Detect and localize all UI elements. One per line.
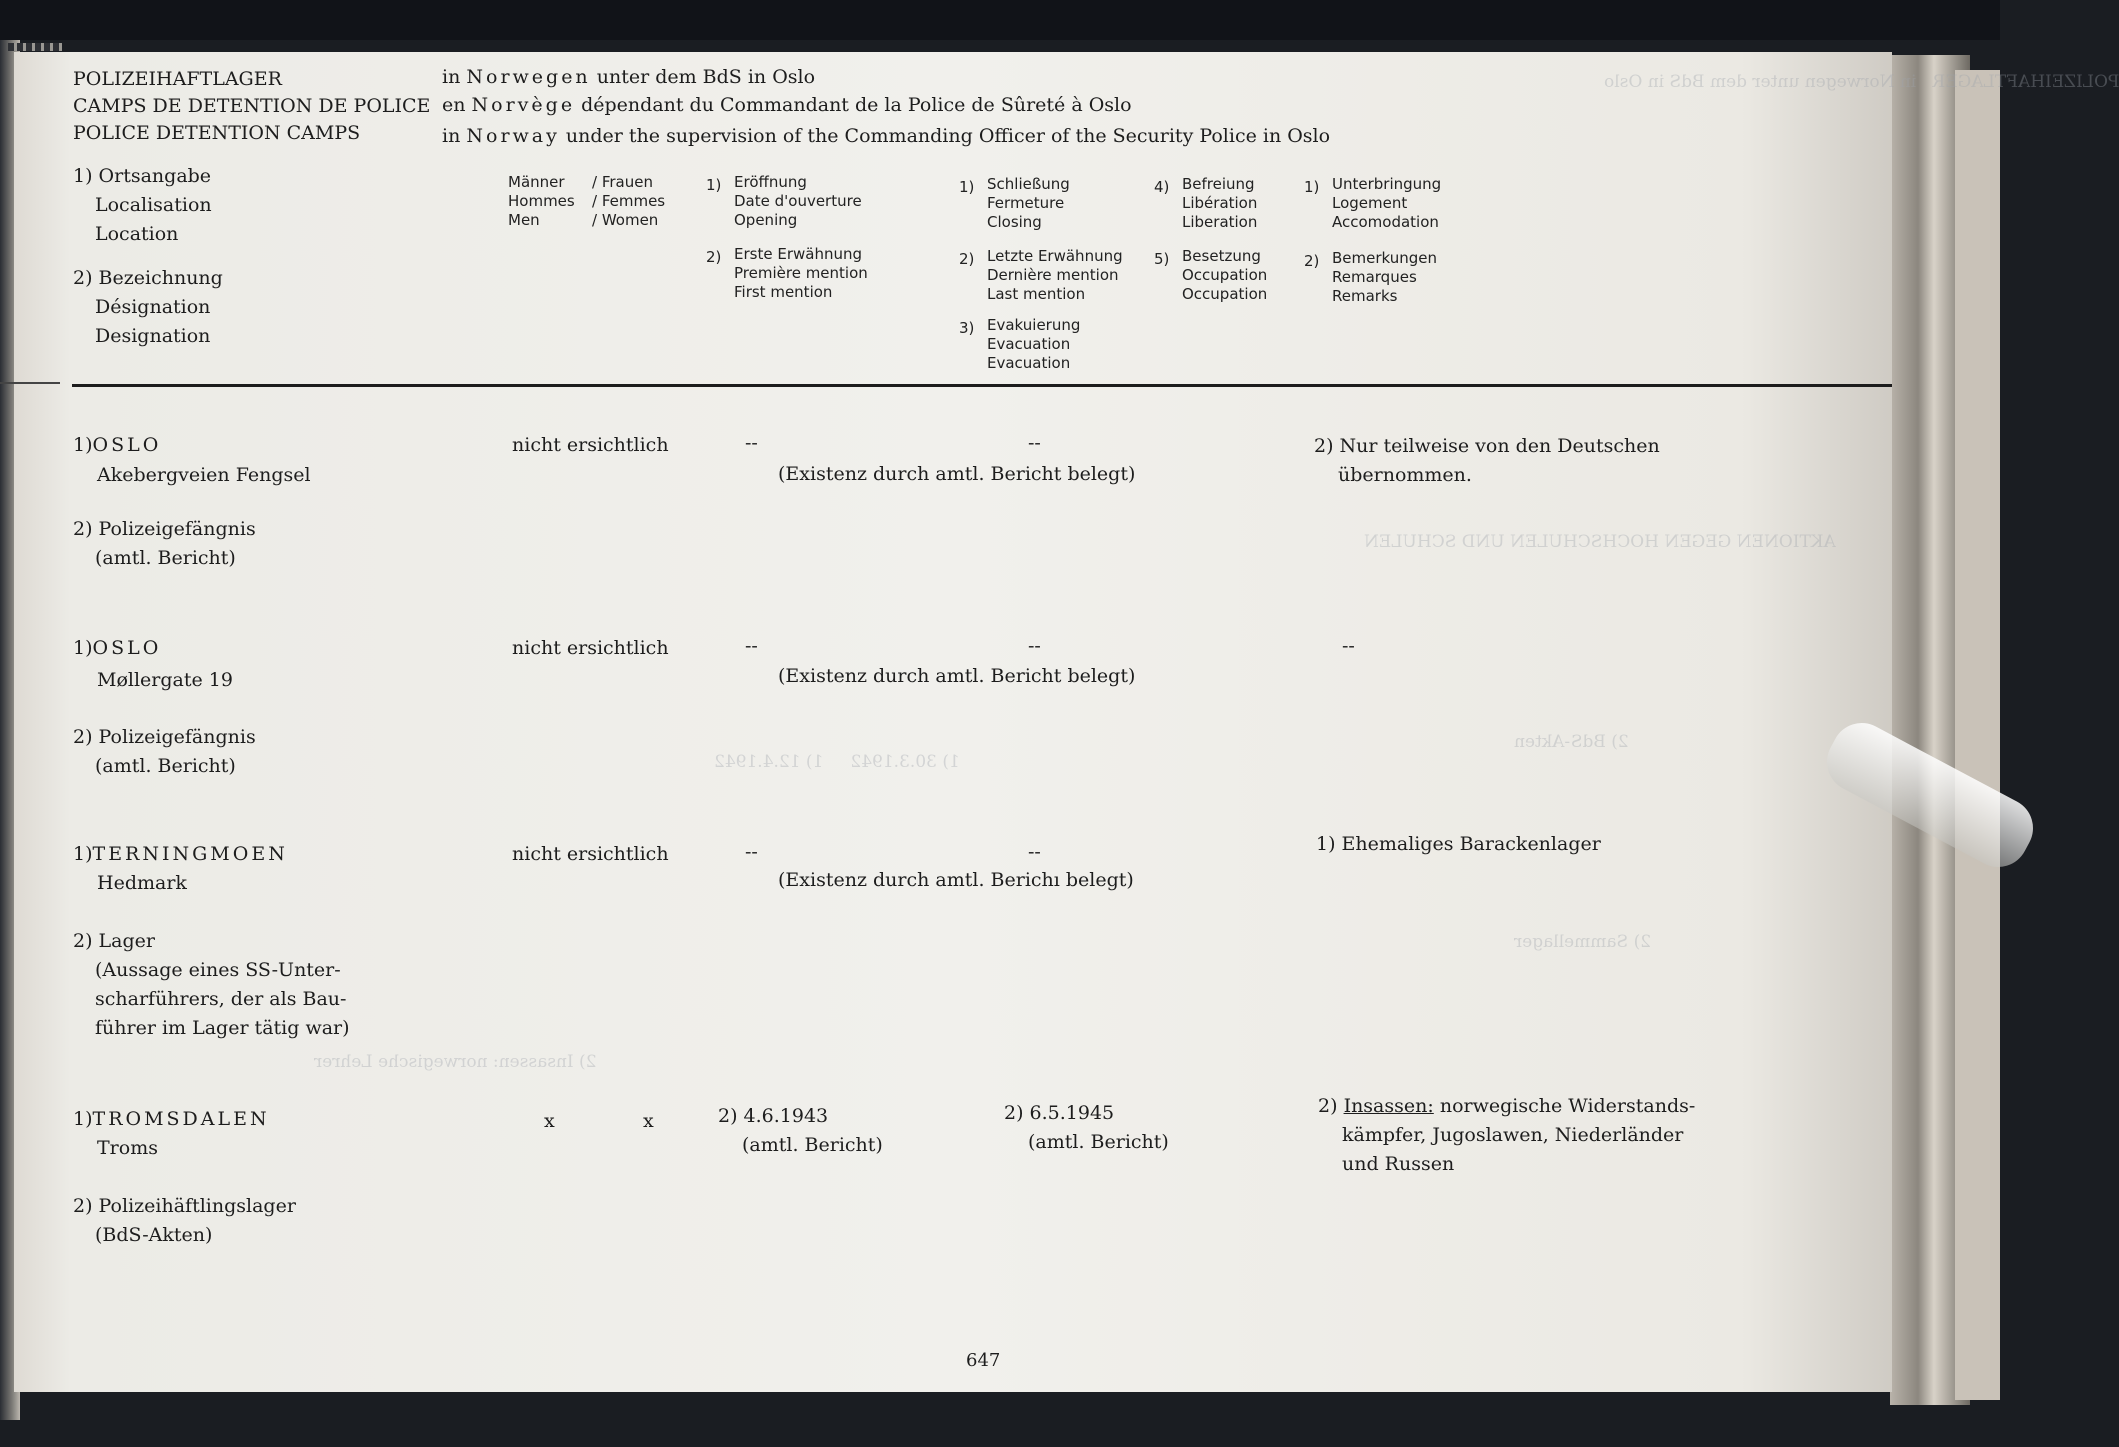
entry-1-numbers: nicht ersichtlich (512, 434, 669, 456)
legend-opening-num: 1) (706, 176, 722, 194)
entry-1-opening: -- (745, 432, 758, 454)
legend-occupation: Besetzung Occupation Occupation (1182, 247, 1268, 303)
show-through-text: 1) 30.3.1942 1) 12.4.1942 (714, 752, 960, 772)
entry-3-type: 2) Lager (Aussage eines SS-Unter- scharführers, der als Bau- führer im Lager tätig war) (73, 930, 350, 1039)
show-through-text: AKTIONEN GEGEN HOCHSCHULEN UND SCHULEN (1364, 532, 1836, 552)
entry-2-remarks-dash: -- (1342, 635, 1355, 657)
entry-4-men: x (544, 1110, 555, 1132)
legend-evacuation-num: 3) (959, 319, 975, 337)
legend-remarks: Bemerkungen Remarques Remarks (1332, 249, 1438, 305)
show-through-text: 2) Insassen: norwegische Lehrer (314, 1052, 597, 1072)
entry-1-closing: -- (1028, 432, 1041, 454)
margin-mark (0, 382, 60, 384)
header-subtitle-french: en Norvège dépendant du Commandant de la Police de Sûreté à Oslo (442, 94, 1132, 116)
background-surface (0, 0, 2000, 40)
legend-liberation-num: 4) (1154, 178, 1170, 196)
entry-4-last-mention: 2) 6.5.1945 (amtl. Bericht) (1004, 1102, 1169, 1153)
legend-designation: 2) Bezeichnung Désignation Designation (73, 267, 223, 347)
book-cover-edge (1955, 70, 2000, 1400)
header-subtitle-german: in Norwegen unter dem BdS in Oslo (442, 66, 816, 88)
entry-2-type: 2) Polizeigefängnis (amtl. Bericht) (73, 726, 256, 777)
entry-3-closing: -- (1028, 841, 1041, 863)
legend-closing-num: 1) (959, 178, 975, 196)
header-divider (72, 384, 1892, 387)
entry-1-place: 1)OSLO (73, 434, 162, 456)
header-title-english: POLICE DETENTION CAMPS (73, 122, 361, 144)
entry-4-location: Troms (97, 1137, 158, 1159)
legend-remarks-num: 2) (1304, 252, 1320, 270)
entry-2-place: 1)OSLO (73, 637, 162, 659)
legend-housing-num: 1) (1304, 178, 1320, 196)
legend-housing: Unterbringung Logement Accomodation (1332, 175, 1442, 231)
header-title-french: CAMPS DE DETENTION DE POLICE (73, 95, 431, 117)
legend-location: 1) Ortsangabe Localisation Location (73, 165, 212, 245)
legend-first-mention: Erste Erwähnung Première mention First mention (734, 245, 868, 301)
header-title-german: POLIZEIHAFTLAGER (73, 68, 282, 90)
entry-4-place: 1)TROMSDALEN (73, 1108, 270, 1130)
show-through-text: 2) BdS-Akten (1514, 732, 1629, 752)
legend-occupation-num: 5) (1154, 250, 1170, 268)
entry-4-first-mention: 2) 4.6.1943 (amtl. Bericht) (718, 1105, 883, 1156)
legend-liberation: Befreiung Libération Liberation (1182, 175, 1258, 231)
entry-4-women: x (643, 1110, 654, 1132)
legend-first-mention-num: 2) (706, 248, 722, 266)
entry-3-existence-note: (Existenz durch amtl. Berichı belegt) (778, 869, 1134, 891)
entry-2-opening: -- (745, 635, 758, 657)
legend-closing: Schließung Fermeture Closing (987, 175, 1070, 231)
legend-last-mention-num: 2) (959, 250, 975, 268)
entry-1-location: Akebergveien Fengsel (97, 464, 311, 486)
entry-3-remarks: 1) Ehemaliges Barackenlager (1316, 833, 1601, 855)
legend-evacuation: Evakuierung Evacuation Evacuation (987, 316, 1081, 372)
page-number: 647 (966, 1350, 1001, 1371)
entry-2-numbers: nicht ersichtlich (512, 637, 669, 659)
entry-3-numbers: nicht ersichtlich (512, 843, 669, 865)
entry-3-location: Hedmark (97, 872, 187, 894)
entry-1-type: 2) Polizeigefängnis (amtl. Bericht) (73, 518, 256, 569)
entry-2-closing: -- (1028, 635, 1041, 657)
legend-women: / Frauen / Femmes / Women (592, 173, 666, 229)
entry-4-type: 2) Polizeihäftlingslager (BdS-Akten) (73, 1195, 296, 1246)
document-page (14, 52, 2119, 1392)
entry-4-remarks: 2) Insassen: norwegische Widerstands- kämpfer, Jugoslawen, Niederländer und Russen (1318, 1095, 1696, 1175)
legend-opening: Eröffnung Date d'ouverture Opening (734, 173, 862, 229)
header-subtitle-english: in Norway under the supervision of the Commanding Officer of the Security Police in Oslo (442, 125, 1331, 147)
show-through-text: 2) Sammellager (1514, 932, 1652, 952)
legend-last-mention: Letzte Erwähnung Dernière mention Last mention (987, 247, 1123, 303)
entry-3-opening: -- (745, 841, 758, 863)
entry-3-place: 1)TERNINGMOEN (73, 843, 288, 865)
binding-spiral (8, 43, 62, 51)
entry-1-existence-note: (Existenz durch amtl. Bericht belegt) (778, 463, 1136, 485)
show-through-text: POLIZEIHAFTLAGER in Norwegen unter dem BdS in Oslo (1604, 72, 2119, 92)
entry-2-location: Møllergate 19 (97, 669, 233, 691)
entry-2-existence-note: (Existenz durch amtl. Bericht belegt) (778, 665, 1136, 687)
legend-men: Männer Hommes Men (508, 173, 575, 229)
entry-1-remarks: 2) Nur teilweise von den Deutschen übernommen. (1314, 435, 1660, 486)
